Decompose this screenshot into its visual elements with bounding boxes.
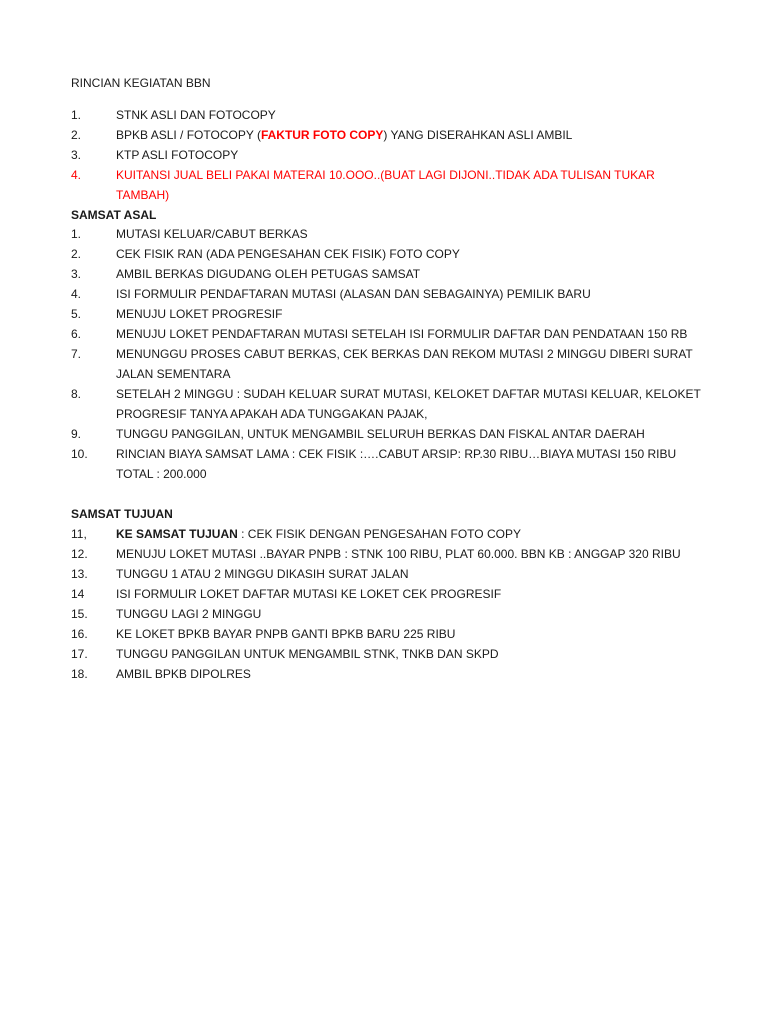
item-text: SETELAH 2 MINGGU : SUDAH KELUAR SURAT MUTASI, KELOKET DAFTAR MUTASI KELUAR, KELOKET PROGRESIF TANYA APAKAH ADA TUNGGAKAN PAJAK, [116,387,701,421]
item-text: MENUNGGU PROSES CABUT BERKAS, CEK BERKAS DAN REKOM MUTASI 2 MINGGU DIBERI SURAT JALAN SEMENTARA [116,347,693,381]
item-text: MENUJU LOKET MUTASI ..BAYAR PNPB : STNK 100 RIBU, PLAT 60.000. BBN KB : ANGGAP 320 RIBU [116,547,681,561]
list-item [71,624,711,644]
item-number: 17. [71,647,88,661]
item-text: AMBIL BERKAS DIGUDANG OLEH PETUGAS SAMSAT [116,267,421,281]
item-number: 3. [71,148,82,162]
item-text: RINCIAN BIAYA SAMSAT LAMA : CEK FISIK :….CABUT ARSIP: RP.30 RIBU…BIAYA MUTASI 150 RIBU TOTAL : 200.000 [116,447,677,481]
item-text: MENUJU LOKET PROGRESIF [116,307,283,321]
item-text: CEK FISIK RAN (ADA PENGESAHAN CEK FISIK) FOTO COPY [116,247,460,261]
item-text: ISI FORMULIR PENDAFTARAN MUTASI (ALASAN DAN SEBAGAINYA) PEMILIK BARU [116,287,591,301]
samsat-tujuan-list [71,524,711,684]
item-number: 1. [71,227,82,241]
list-item [71,384,711,424]
requirements-list [71,105,711,205]
item-number: 9. [71,427,82,441]
item-number: 14 [71,587,85,601]
list-item [71,224,711,244]
section-heading-samsat-asal: SAMSAT ASAL [71,208,157,222]
section-heading-samsat-tujuan: SAMSAT TUJUAN [71,507,173,521]
item-text-pre: BPKB ASLI / FOTOCOPY ( [116,128,261,142]
item-number: 18. [71,667,88,681]
item-number: 4. [71,287,82,301]
item-number: 3. [71,267,82,281]
samsat-asal-list [71,224,711,484]
item-text: KE LOKET BPKB BAYAR PNPB GANTI BPKB BARU 225 RIBU [116,627,456,641]
item-number: 2. [71,247,82,261]
item-number: 4. [71,168,82,182]
item-number: 12. [71,547,88,561]
item-text-rest: : CEK FISIK DENGAN PENGESAHAN FOTO COPY [237,527,521,541]
item-number: 5. [71,307,82,321]
highlighted-text: FAKTUR FOTO COPY [260,128,384,142]
item-number: 16. [71,627,88,641]
list-item [71,564,711,584]
item-number: 2. [71,128,82,142]
item-text-post: ) YANG DISERAHKAN ASLI AMBIL [383,128,573,142]
item-text: KTP ASLI FOTOCOPY [116,148,239,162]
list-item [71,444,711,484]
item-text: ISI FORMULIR LOKET DAFTAR MUTASI KE LOKET CEK PROGRESIF [116,587,502,601]
item-number: 11, [71,527,87,541]
list-item [71,125,711,145]
item-number: 10. [71,447,88,461]
item-text: TUNGGU PANGGILAN UNTUK MENGAMBIL STNK, TNKB DAN SKPD [116,647,499,661]
list-item [71,544,711,564]
list-item-highlighted [71,165,711,205]
item-number: 7. [71,347,82,361]
item-number: 6. [71,327,82,341]
list-item [71,584,711,604]
item-number: 13. [71,567,88,581]
list-item [71,304,711,324]
item-text: MENUJU LOKET PENDAFTARAN MUTASI SETELAH ISI FORMULIR DAFTAR DAN PENDATAAN 150 RB [116,327,688,341]
item-text: AMBIL BPKB DIPOLRES [116,667,251,681]
list-item [71,644,711,664]
list-item [71,284,711,304]
item-number: 15. [71,607,88,621]
list-item [71,264,711,284]
item-text: KUITANSI JUAL BELI PAKAI MATERAI 10.OOO..(BUAT LAGI DIJONI..TIDAK ADA TULISAN TUKAR TAMBAH) [116,168,655,202]
list-item [71,244,711,264]
document-title: RINCIAN KEGIATAN BBN [71,76,211,90]
item-text: TUNGGU PANGGILAN, UNTUK MENGAMBIL SELURUH BERKAS DAN FISKAL ANTAR DAERAH [116,427,645,441]
list-item [71,524,711,544]
item-number: 1. [71,108,82,122]
item-text: TUNGGU 1 ATAU 2 MINGGU DIKASIH SURAT JALAN [116,567,409,581]
item-bold-text: KE SAMSAT TUJUAN [116,527,238,541]
item-number: 8. [71,387,82,401]
list-item [71,344,711,384]
list-item [71,105,711,125]
item-text: STNK ASLI DAN FOTOCOPY [116,108,276,122]
list-item [71,424,711,444]
item-text: TUNGGU LAGI 2 MINGGU [116,607,262,621]
list-item [71,324,711,344]
list-item [71,145,711,165]
list-item [71,664,711,684]
item-text: MUTASI KELUAR/CABUT BERKAS [116,227,308,241]
list-item [71,604,711,624]
